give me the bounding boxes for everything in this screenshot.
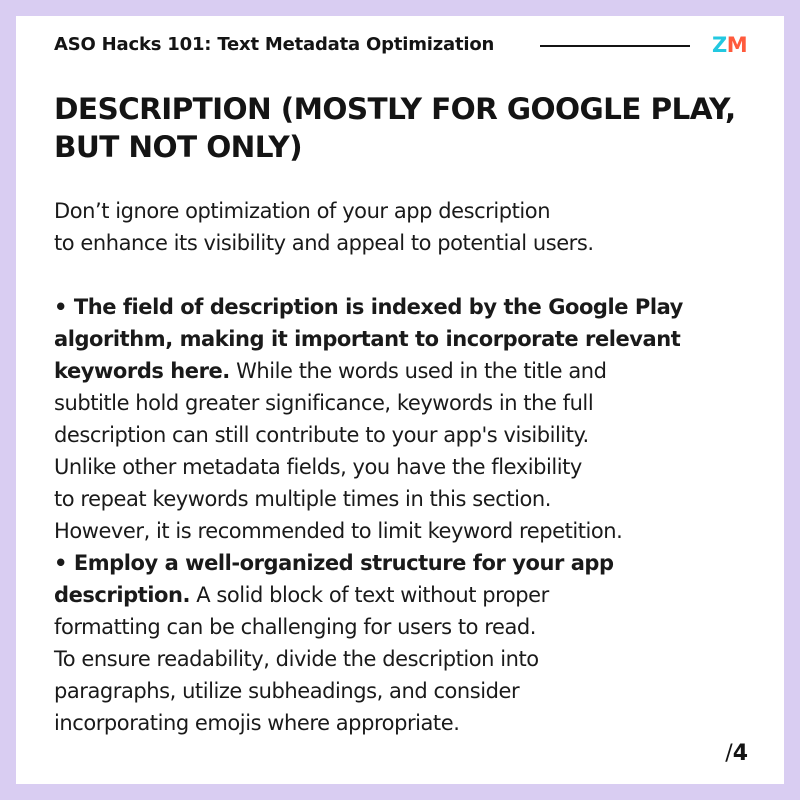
- intro-paragraph: [54, 195, 754, 259]
- bullet2-line-6: incorporating emojis where appropriate.: [54, 711, 460, 735]
- bullet1-line-8: However, it is recommended to limit keyword repetition.: [54, 519, 623, 543]
- logo-z-letter: Z: [712, 33, 727, 57]
- zm-logo: [712, 33, 747, 57]
- bullet1-bold-line-3: keywords here.: [54, 359, 230, 383]
- bullet2-bold-line-2: description.: [54, 583, 191, 607]
- bullet1-line-4: subtitle hold greater significance, keywords in the full: [54, 391, 594, 415]
- bullet-point-structure: [54, 547, 754, 739]
- bullet2-line-5: paragraphs, utilize subheadings, and consider: [54, 679, 520, 703]
- intro-line-1: Don’t ignore optimization of your app description: [54, 199, 551, 223]
- logo-m-letter: M: [726, 33, 748, 57]
- section-heading-line-1: DESCRIPTION (MOSTLY FOR GOOGLE PLAY,: [54, 92, 736, 126]
- bullet1-line-7: to repeat keywords multiple times in this section.: [54, 487, 551, 511]
- paragraph-spacer: [54, 259, 754, 291]
- series-title: ASO Hacks 101: Text Metadata Optimization: [54, 34, 495, 55]
- page-number: [725, 741, 748, 766]
- bullet-point-indexing: [54, 291, 754, 547]
- bullet2-line-3: formatting can be challenging for users to read.: [54, 615, 536, 639]
- header-divider-line: [540, 45, 690, 47]
- section-heading-line-2: BUT NOT ONLY): [54, 130, 303, 164]
- bullet2-line-4: To ensure readability, divide the description into: [54, 647, 539, 671]
- page-number-slash: /: [725, 741, 733, 766]
- body-text: [54, 195, 754, 739]
- bullet-marker: •: [54, 295, 74, 319]
- bullet2-text-line-2: A solid block of text without proper: [190, 583, 549, 607]
- bullet1-bold-line-2: algorithm, making it important to incorporate relevant: [54, 327, 681, 351]
- page-number-value: 4: [732, 741, 748, 766]
- bullet1-line-5: description can still contribute to your app's visibility.: [54, 423, 589, 447]
- section-heading: [54, 90, 754, 166]
- slide-card: [16, 16, 784, 784]
- bullet1-text-line-3: While the words used in the title and: [229, 359, 607, 383]
- bullet-marker: •: [54, 551, 74, 575]
- bullet2-bold-line-1: Employ a well-organized structure for your app: [73, 551, 614, 575]
- bullet1-line-6: Unlike other metadata fields, you have the flexibility: [54, 455, 582, 479]
- intro-line-2: to enhance its visibility and appeal to potential users.: [54, 231, 594, 255]
- bullet1-bold-line-1: The field of description is indexed by the Google Play: [73, 295, 683, 319]
